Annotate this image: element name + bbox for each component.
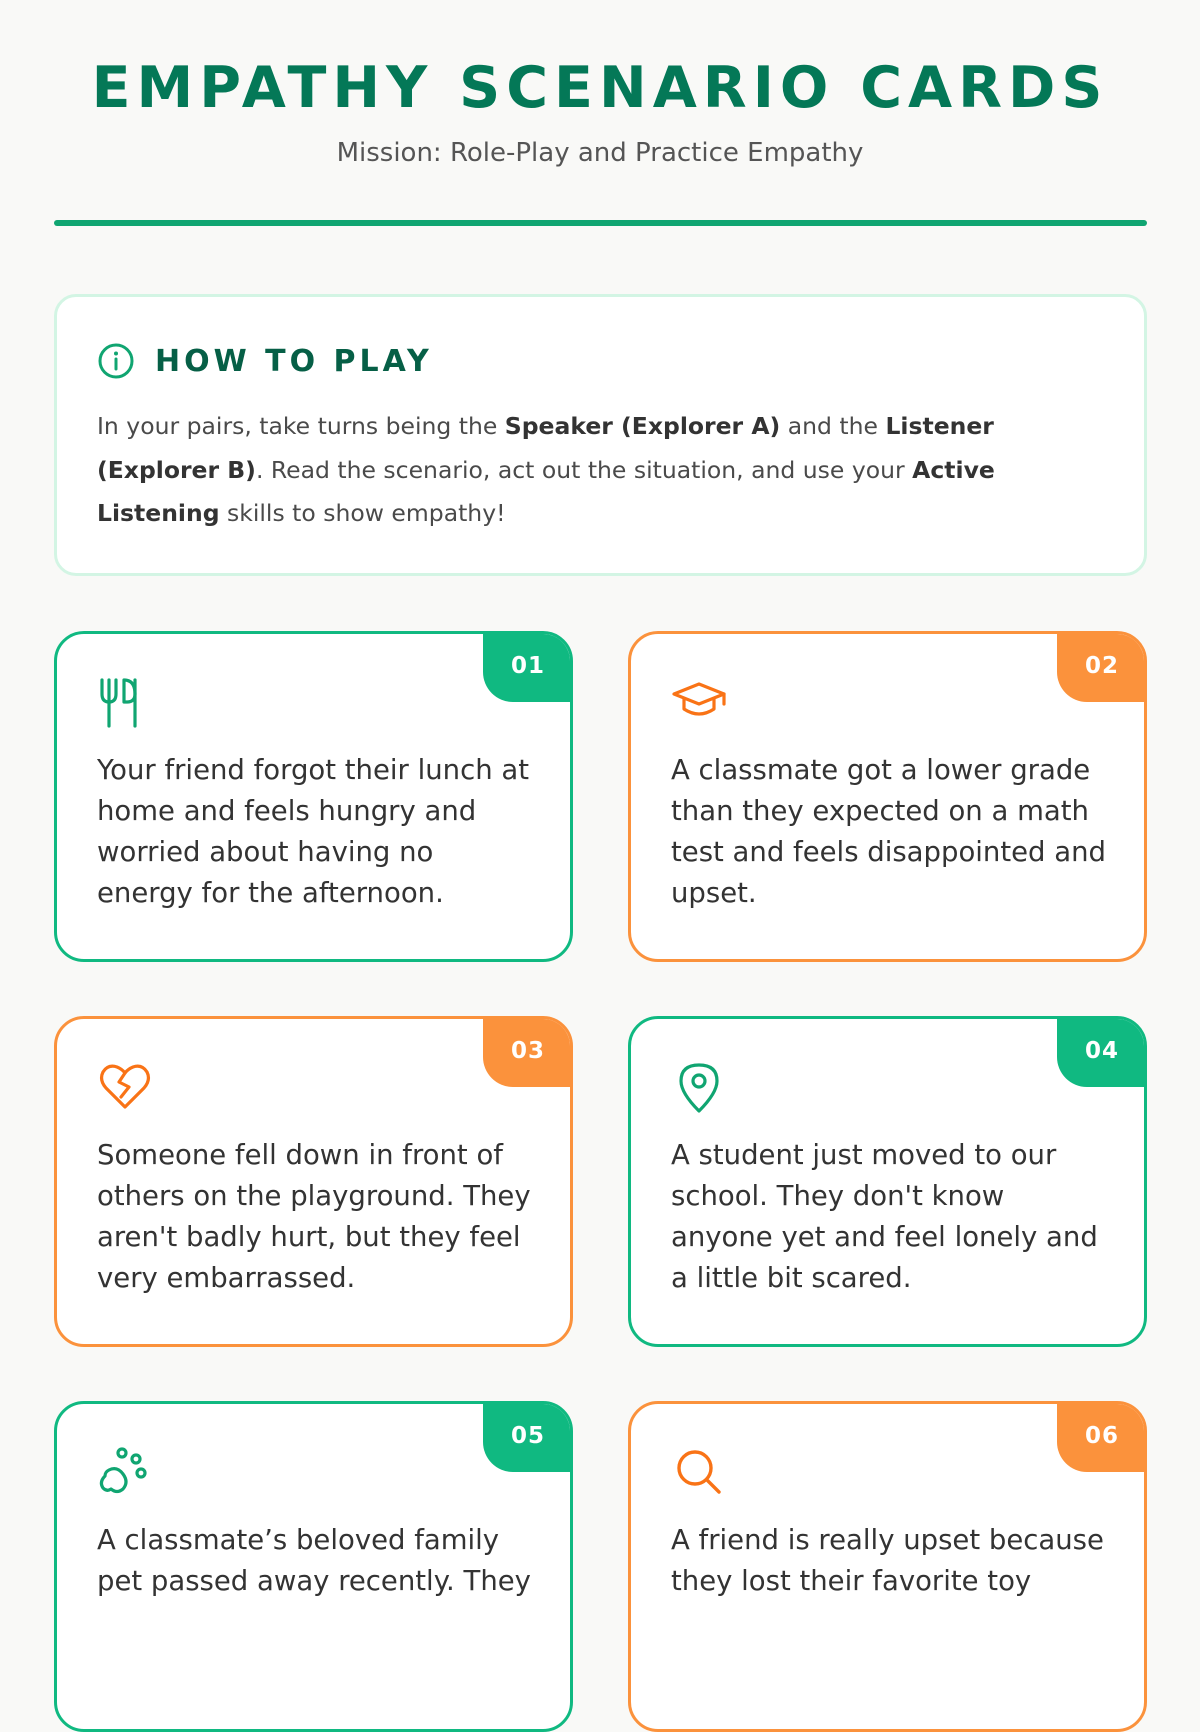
- scenario-card-02: [628, 631, 1147, 962]
- scenario-text: A student just moved to our school. They don't know anyone yet and feel lonely and a little bit scared.: [671, 1139, 1098, 1294]
- page-subtitle: Mission: Role-Play and Practice Empathy: [336, 138, 864, 168]
- scenario-text: Your friend forgot their lunch at home and feels hungry and worried about having no energy for the afternoon.: [97, 754, 529, 909]
- card-number-badge: 06: [1057, 1401, 1147, 1472]
- scenario-card-03: [54, 1016, 573, 1347]
- broken-heart-icon: [97, 1059, 153, 1115]
- scenario-text: Someone fell down in front of others on the playground. They aren't badly hurt, but they feel very embarrassed.: [97, 1139, 531, 1294]
- scenario-text: A classmate’s beloved family pet passed away recently. They: [97, 1524, 531, 1597]
- page-title: EMPATHY SCENARIO CARDS: [91, 55, 1109, 121]
- card-number-badge: 01: [483, 631, 573, 702]
- utensils-icon: [97, 674, 153, 730]
- how-to-play-box: [54, 294, 1147, 576]
- instructions-text: . Read the scenario, act out the situation, and use your: [255, 455, 913, 484]
- scenario-card-04: [628, 1016, 1147, 1347]
- card-number-badge: 02: [1057, 631, 1147, 702]
- paw-print-icon: [97, 1444, 153, 1500]
- graduation-cap-icon: [671, 674, 727, 730]
- instructions-text: and the: [780, 412, 886, 440]
- scenario-text: A friend is really upset because they lost their favorite toy: [671, 1524, 1104, 1597]
- scenario-text: A classmate got a lower grade than they expected on a math test and feels disappointed and upset.: [671, 754, 1106, 909]
- search-icon: [671, 1444, 727, 1500]
- scenario-card-05: [54, 1401, 573, 1732]
- speaker-role: Speaker (Explorer A): [504, 412, 781, 440]
- how-to-play-header: [97, 339, 433, 383]
- how-to-play-instructions: [97, 405, 1107, 536]
- card-number-badge: 03: [483, 1016, 573, 1087]
- card-number-badge: 05: [483, 1401, 573, 1472]
- header-divider: [54, 220, 1147, 226]
- active-listening-term: Active Listening: [97, 455, 995, 527]
- instructions-text: In your pairs, take turns being the: [97, 412, 505, 440]
- card-number-badge: 04: [1057, 1016, 1147, 1087]
- info-circle-icon: [97, 342, 135, 380]
- map-pin-icon: [671, 1059, 727, 1115]
- how-to-play-title: HOW TO PLAY: [155, 343, 433, 379]
- scenario-card-06: [628, 1401, 1147, 1732]
- scenario-card-01: [54, 631, 573, 962]
- listener-role: Listener (Explorer B): [97, 412, 994, 484]
- instructions-text: skills to show empathy!: [219, 499, 506, 527]
